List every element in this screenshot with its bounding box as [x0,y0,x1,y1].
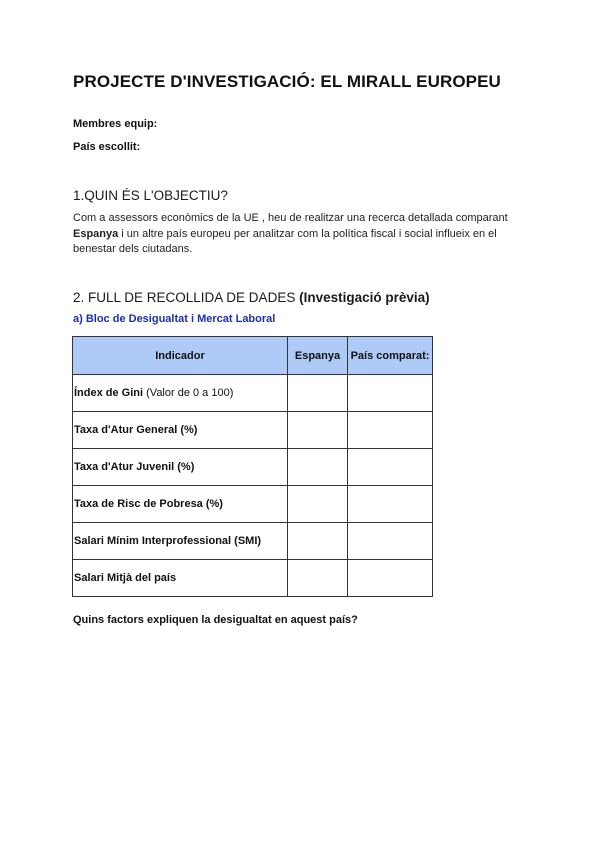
header-indicator: Indicador [73,337,288,375]
section2-heading-bold: (Investigació prèvia) [295,290,430,305]
compared-value-cell[interactable] [348,412,433,449]
spain-value-cell[interactable] [288,449,348,486]
inequality-factors-question: Quins factors expliquen la desigualtat en aquest país? [73,614,358,626]
header-spain: Espanya [288,337,348,375]
table-header-row [73,337,433,375]
section2-heading [73,290,430,305]
paragraph-line3: benestar dels ciutadans. [73,243,193,255]
spain-value-cell[interactable] [288,412,348,449]
indicator-label: Taxa d'Atur General (%) [74,424,198,436]
table-row [73,560,433,597]
compared-value-cell[interactable] [348,449,433,486]
indicator-label: Taxa d'Atur Juvenil (%) [74,461,195,473]
indicator-cell [73,412,288,449]
team-members-label: Membres equip: [73,118,158,130]
objective-paragraph [73,211,518,258]
spain-value-cell[interactable] [288,486,348,523]
compared-value-cell[interactable] [348,523,433,560]
indicator-label: Salari Mitjà del país [74,572,177,584]
section1-heading: 1.QUIN ÉS L'OBJECTIU? [73,188,228,203]
indicator-label: Índex de Gini [74,387,144,399]
compared-value-cell[interactable] [348,375,433,412]
indicator-label: Taxa de Risc de Pobresa (%) [74,498,223,510]
paragraph-line1: Com a assessors econòmics de la UE , heu de realitzar una recerca detallada comparant [73,212,508,224]
compared-value-cell[interactable] [348,560,433,597]
spain-value-cell[interactable] [288,560,348,597]
table-row [73,523,433,560]
compared-value-cell[interactable] [348,486,433,523]
indicator-cell [73,375,288,412]
section2-heading-main: 2. FULL DE RECOLLIDA DE DADES [73,290,296,305]
table-row [73,449,433,486]
indicator-unit: (Valor de 0 a 100) [143,387,234,399]
table-row [73,412,433,449]
table-row [73,375,433,412]
paragraph-bold-country: Espanya [73,227,119,240]
data-collection-table [72,336,433,597]
table-row [73,486,433,523]
spain-value-cell[interactable] [288,523,348,560]
chosen-country-label: País escollit: [73,141,141,153]
header-compared-country: País comparat: [348,337,433,375]
indicator-cell [73,486,288,523]
indicator-cell [73,449,288,486]
spain-value-cell[interactable] [288,375,348,412]
document-title: PROJECTE D'INVESTIGACIÓ: EL MIRALL EUROPEU [73,72,501,91]
indicator-label: Salari Mínim Interprofessional (SMI) [74,535,262,547]
paragraph-line2: i un altre país europeu per analitzar com la política fiscal i social influeix en el [118,227,497,240]
indicator-cell [73,523,288,560]
indicator-cell [73,560,288,597]
inequality-block-subheading: a) Bloc de Desigualtat i Mercat Laboral [73,313,276,325]
